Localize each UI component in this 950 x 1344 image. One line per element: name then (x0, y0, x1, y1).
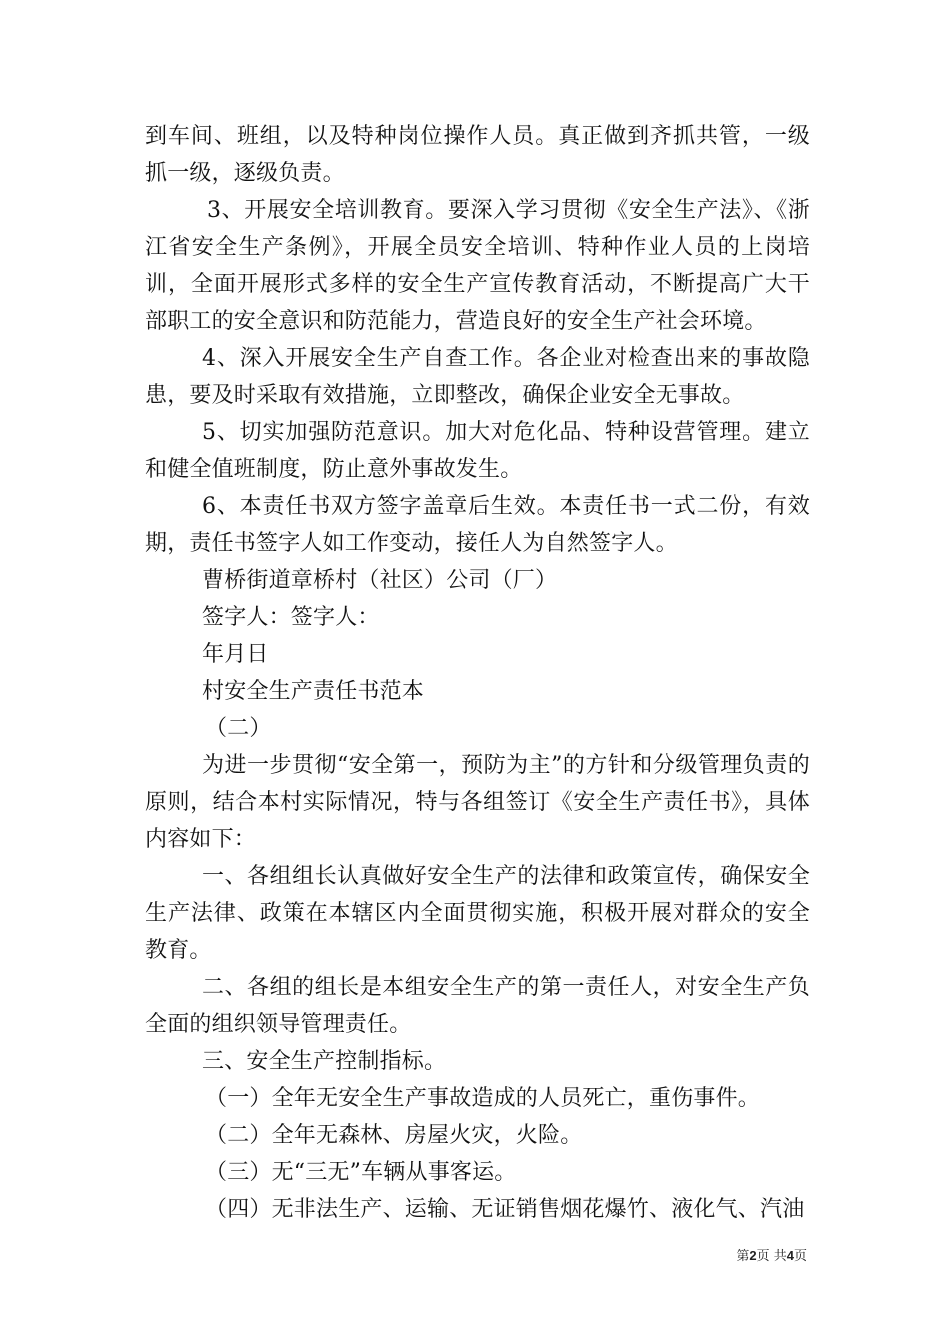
date-line: 年月日 (202, 642, 269, 667)
paragraph: 三、安全生产控制指标。 (202, 1049, 447, 1074)
list-item: （一）全年无安全生产事故造成的人员死亡，重伤事件。 (205, 1086, 761, 1111)
paragraph: 6、本责任书双方签字盖章后生效。本责任书一式二份，有效期，责任书签字人如工作变动，接任人为自然签字人。 (145, 494, 810, 556)
footer-prefix: 第 (736, 1249, 750, 1264)
paragraph: 二、各组的组长是本组安全生产的第一责任人，对安全生产负全面的组织领导管理责任。 (145, 975, 810, 1037)
footer-middle: 页 共 (756, 1249, 787, 1264)
footer-suffix: 页 (793, 1249, 807, 1264)
page-footer (736, 1245, 807, 1264)
section-title: 村安全生产责任书范本 (202, 679, 425, 704)
section-number: （二） (205, 716, 272, 741)
list-item: （四）无非法生产、运输、无证销售烟花爆竹、液化气、汽油 (205, 1197, 805, 1222)
current-page-number: 2 (749, 1248, 757, 1263)
paragraph: 到车间、班组，以及特种岗位操作人员。真正做到齐抓共管，一级抓一级，逐级负责。 (145, 124, 810, 186)
paragraph: 3、开展安全培训教育。要深入学习贯彻《安全生产法》、《浙江省安全生产条例》，开展全员安全培训、特种作业人员的上岗培训，全面开展形式多样的安全生产宣传教育活动，不断提高广大干部职工的安全意识和防范能力，营造良好的安全生产社会环境。 (145, 198, 810, 334)
total-pages-number: 4 (786, 1248, 794, 1263)
document-body (145, 118, 810, 1228)
paragraph: 5、切实加强防范意识。加大对危化品、特种设营管理。建立和健全值班制度，防止意外事故发生。 (145, 420, 810, 482)
paragraph: 为进一步贯彻“安全第一，预防为主”的方针和分级管理负责的原则，结合本村实际情况，特与各组签订《安全生产责任书》，具体内容如下： (145, 753, 810, 852)
signature-line: 签字人：签字人： (202, 605, 380, 630)
paragraph: 4、深入开展安全生产自查工作。各企业对检查出来的事故隐患，要及时采取有效措施，立即整改，确保企业安全无事故。 (145, 346, 810, 408)
paragraph: 一、各组组长认真做好安全生产的法律和政策宣传，确保安全生产法律、政策在本辖区内全面贯彻实施，积极开展对群众的安全教育。 (145, 864, 810, 963)
list-item: （三）无“三无”车辆从事客运。 (205, 1160, 517, 1185)
signature-organization: 曹桥街道章桥村（社区）公司（厂） (202, 568, 558, 593)
list-item: （二）全年无森林、房屋火灾，火险。 (205, 1123, 583, 1148)
